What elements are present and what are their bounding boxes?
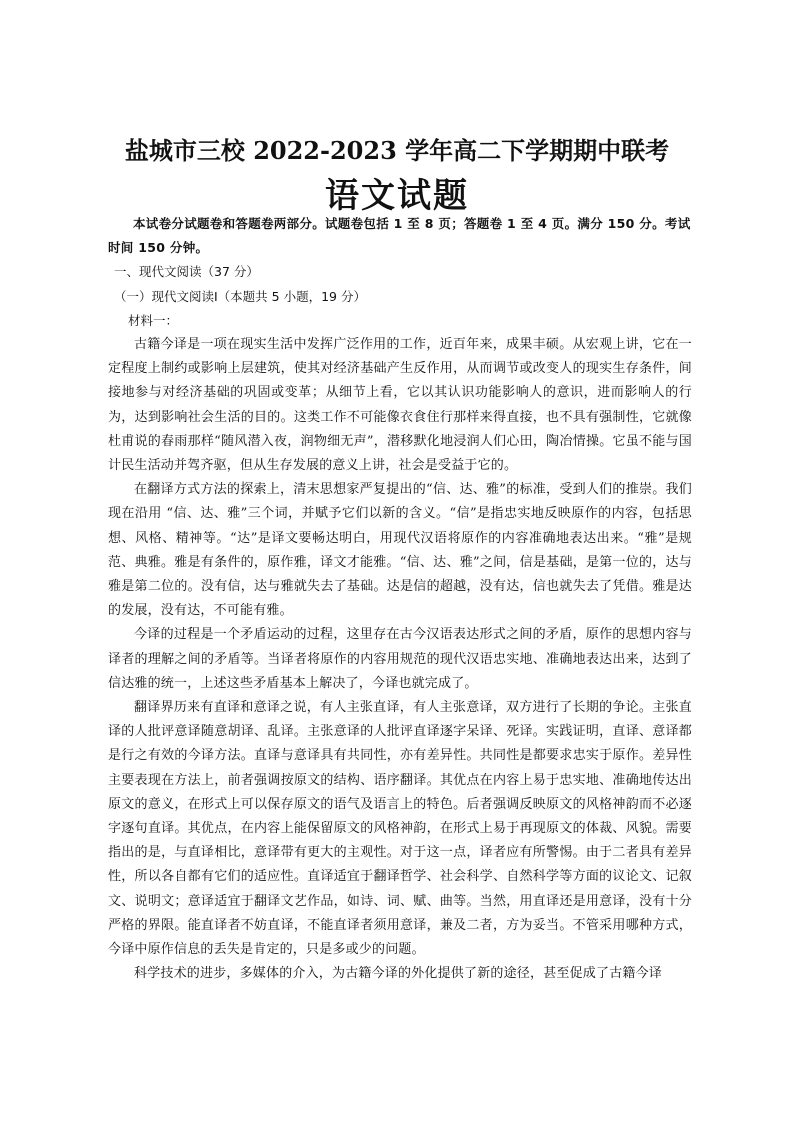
exam-title: 盐城市三校 2022-2023 学年高二下学期期中联考 [124,136,670,165]
section-heading: 一、现代文阅读（37 分） [114,264,259,280]
subsection-heading: （一）现代文阅读Ⅰ（本题共 5 小题，19 分） [114,288,366,304]
paragraph: 古籍今译是一项在现实生活中发挥广泛作用的工作，近百年来，成果丰硕。从宏观上讲，它在一定程度上制约或影响上层建筑，使其对经济基础产生反作用，从而调节或改变人的现实生存条件，间接地参与对经济基础的巩固或变革；从细节上看，它以其认识功能影响人的意识，进而影响人的行为，达到影响社会生活的目的。这类工作不可能像衣食住行那样来得直接，也不具有强制性，它就像杜甫说的春雨那样“随风潜入夜，润物细无声”，潜移默化地浸润人们心田，陶冶情操。它虽不能与国计民生活动并驾齐驱，但从生存发展的意义上讲，社会是受益于它的。 [108,337,692,474]
subject-title: 语文试题 [325,176,469,216]
paragraph: 科学技术的进步，多媒体的介入，为古籍今译的外化提供了新的途径，甚至促成了古籍今译 [134,966,663,982]
paragraph: 今译的过程是一个矛盾运动的过程，这里存在古今汉语表达形式之间的矛盾，原作的思想内容与译者的理解之间的矛盾等。当译者将原作的内容用规范的现代汉语忠实地、准确地表达出来，达到了信达雅的统一，上述这些矛盾基本上解决了，今译也就完成了。 [108,627,692,691]
exam-instructions: 本试卷分试题卷和答题卷两部分。试题卷包括 1 至 8 页；答题卷 1 至 4 页。满分 150 分。考试时间 150 分钟。 [108,216,691,256]
paragraph: 在翻译方式方法的探索上，清末思想家严复提出的“信、达、雅”的标准，受到人们的推崇。我们现在沿用 “信、达、雅”三个词，并赋予它们以新的含义。“信”是指忠实地反映原作的内容，包括思想、风格、精神等。“达”是译文要畅达明白，用现代汉语将原作的内容准确地表达出来。“雅”是规范、典雅。雅是有条件的，原作雅，译文才能雅。“信、达、雅”之间，信是基础，是第一位的，达与雅是第二位的。没有信，达与雅就失去了基础。达是信的超越，没有达，信也就失去了凭借。雅是达的发展，没有达，不可能有雅。 [108,482,692,619]
material-label: 材料一： [128,312,179,328]
exam-body [108,212,692,987]
paragraph: 翻译界历来有直译和意译之说，有人主张直译，有人主张意译，双方进行了长期的争论。主张直译的人批评意译随意胡译、乱译。主张意译的人批评直译逐字呆译、死译。实践证明，直译、意译都是行之有效的今译方法。直译与意译具有共同性，亦有差异性。共同性是都要求忠实于原作。差异性主要表现在方法上，前者强调按原文的结构、语序翻译。其优点在内容上易于忠实地、准确地传达出原文的意义，在形式上可以保存原文的语气及语言上的特色。后者强调反映原文的风格神韵而不必逐字逐句直译。其优点，在内容上能保留原文的风格神韵，在形式上易于再现原文的体裁、风貌。需要指出的是，与直译相比，意译带有更大的主观性。对于这一点，译者应有所警惕。由于二者具有差异性，所以各自都有它们的适应性。直译适宜于翻译哲学、社会科学、自然科学等方面的议论文、记叙文、说明文；意译适宜于翻译文艺作品，如诗、词、赋、曲等。当然，用直译还是用意译，没有十分严格的界限。能直译者不妨直译，不能直译者须用意译，兼及二者，方为妥当。不管采用哪种方式，今译中原作信息的丢失是肯定的，只是多或少的问题。 [108,700,692,958]
